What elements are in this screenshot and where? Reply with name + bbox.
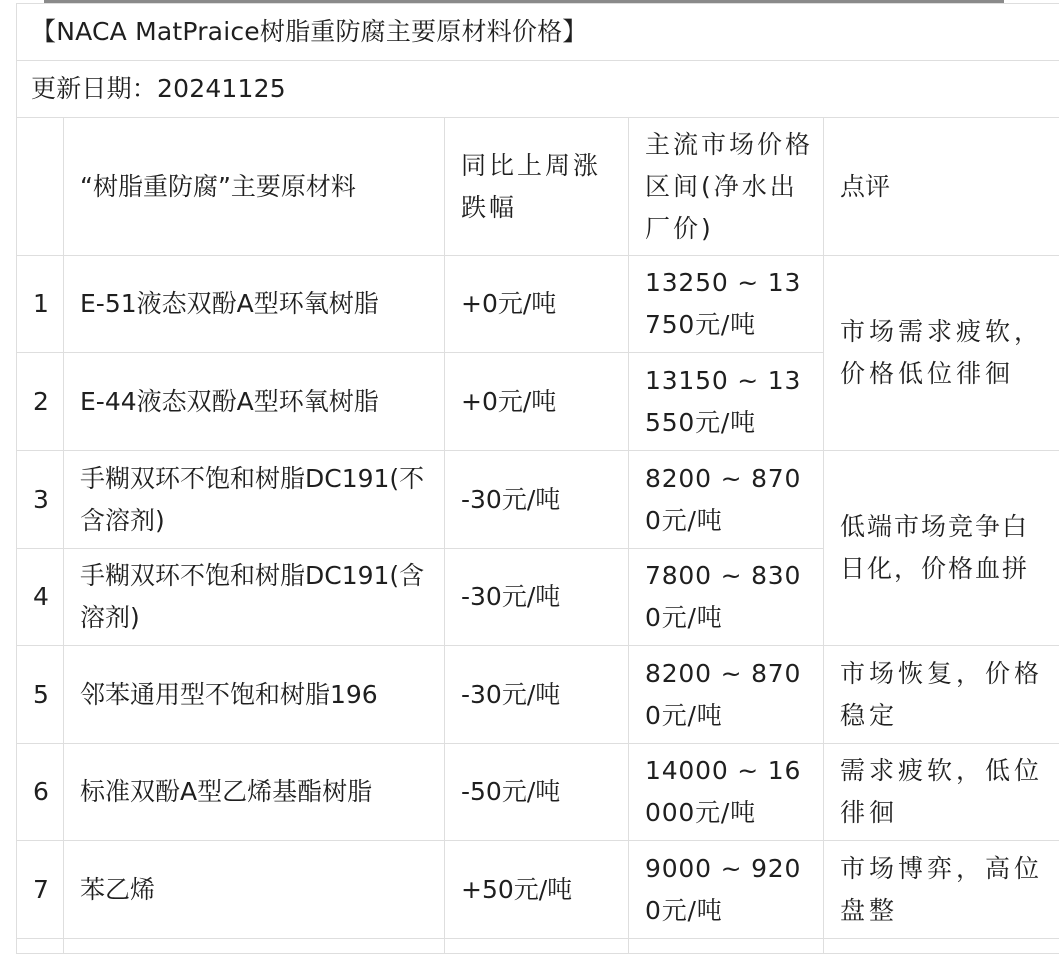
header-change: 同比上周涨跌幅	[445, 118, 629, 256]
row-price: 8200 ~ 8700元/吨	[629, 451, 824, 549]
empty-cell	[824, 939, 1059, 954]
empty-cell	[64, 939, 445, 954]
update-date: 更新日期：20241125	[17, 61, 1059, 118]
header-index	[17, 118, 64, 256]
price-table	[16, 3, 1059, 954]
row-material: 苯乙烯	[64, 841, 445, 939]
row-index: 3	[17, 451, 64, 549]
row-price: 9000 ~ 9200元/吨	[629, 841, 824, 939]
table-row	[17, 451, 1059, 549]
row-index: 7	[17, 841, 64, 939]
row-price: 8200 ~ 8700元/吨	[629, 646, 824, 744]
row-change: +0元/吨	[445, 256, 629, 353]
header-material: “树脂重防腐”主要原材料	[64, 118, 445, 256]
header-row	[17, 118, 1059, 256]
row-index: 1	[17, 256, 64, 353]
title-row	[17, 4, 1059, 61]
row-comment: 市场需求疲软，价格低位徘徊	[824, 256, 1059, 451]
row-index: 6	[17, 744, 64, 841]
row-price: 7800 ~ 8300元/吨	[629, 549, 824, 646]
header-price: 主流市场价格区间(净水出厂价)	[629, 118, 824, 256]
empty-row	[17, 939, 1059, 954]
row-material: 标准双酚A型乙烯基酯树脂	[64, 744, 445, 841]
table-row	[17, 841, 1059, 939]
date-row	[17, 61, 1059, 118]
row-price: 14000 ~ 16000元/吨	[629, 744, 824, 841]
row-index: 2	[17, 353, 64, 451]
row-comment: 低端市场竞争白日化，价格血拼	[824, 451, 1059, 646]
row-price: 13150 ~ 13550元/吨	[629, 353, 824, 451]
row-change: -30元/吨	[445, 549, 629, 646]
table-row	[17, 744, 1059, 841]
row-change: +50元/吨	[445, 841, 629, 939]
table-row	[17, 256, 1059, 353]
row-price: 13250 ~ 13750元/吨	[629, 256, 824, 353]
row-comment: 需求疲软，低位徘徊	[824, 744, 1059, 841]
table-row	[17, 646, 1059, 744]
row-change: -50元/吨	[445, 744, 629, 841]
header-comment: 点评	[824, 118, 1059, 256]
row-change: +0元/吨	[445, 353, 629, 451]
row-material: E-44液态双酚A型环氧树脂	[64, 353, 445, 451]
table-title: 【NACA MatPraice树脂重防腐主要原材料价格】	[17, 4, 1059, 61]
empty-cell	[629, 939, 824, 954]
row-change: -30元/吨	[445, 646, 629, 744]
empty-cell	[17, 939, 64, 954]
row-material: 邻苯通用型不饱和树脂196	[64, 646, 445, 744]
row-index: 4	[17, 549, 64, 646]
row-index: 5	[17, 646, 64, 744]
row-comment: 市场博弈，高位盘整	[824, 841, 1059, 939]
row-comment: 市场恢复，价格稳定	[824, 646, 1059, 744]
empty-cell	[445, 939, 629, 954]
row-material: 手糊双环不饱和树脂DC191(不含溶剂)	[64, 451, 445, 549]
row-change: -30元/吨	[445, 451, 629, 549]
row-material: 手糊双环不饱和树脂DC191(含溶剂)	[64, 549, 445, 646]
row-material: E-51液态双酚A型环氧树脂	[64, 256, 445, 353]
